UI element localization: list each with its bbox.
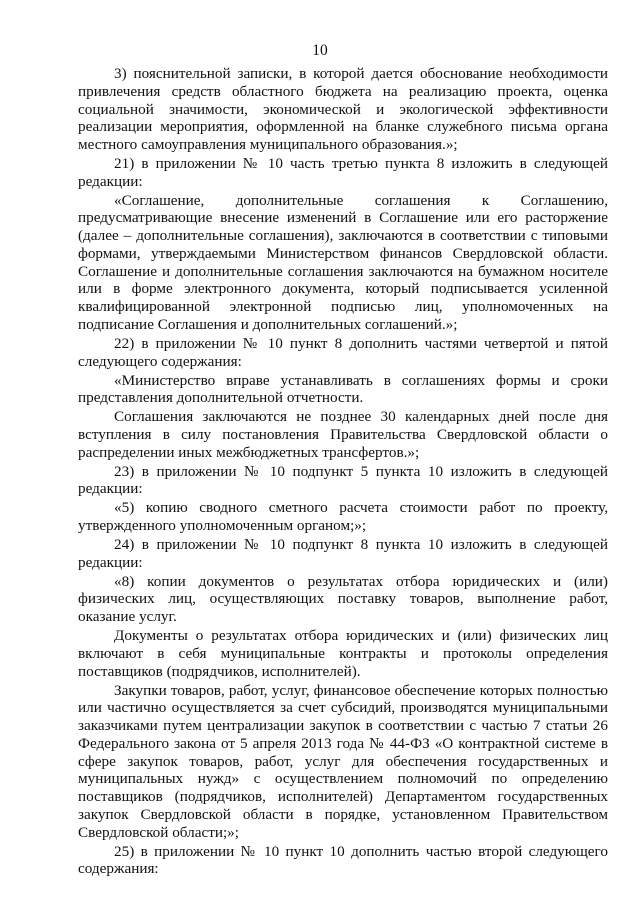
paragraph-1: 3) пояснительной записки, в которой дается обоснование необходимости привлечения средств областного бюджета на реализацию проекта, оценка социальной значимости, экономической и экологической эффективности реализации мероприятия, оформленной на бланке служебного письма органа местного самоуправления муниципального образования.»; bbox=[78, 65, 608, 153]
paragraph-10: «8) копии документов о результатах отбора юридических и (или) физических лиц, осуществляющих поставку товаров, выполнение работ, оказание услуг. bbox=[78, 572, 608, 626]
paragraph-12: Закупки товаров, работ, услуг, финансовое обеспечение которых полностью или частично осуществляется за счет субсидий, производятся муниципальными заказчиками путем централизации закупок в соответствии с частью 7 статьи 26 Федерального закона от 5 апреля 2013 года № 44-ФЗ «О контрактной системе в сфере закупок товаров, работ, услуг для обеспечения государственных и муниципальных нужд» с осуществлением полномочий по определению поставщиков (подрядчиков, исполнителей) Департаментом государственных закупок Свердловской области в порядке, установленном Правительством Свердловской области;»; bbox=[78, 681, 608, 841]
paragraph-8: «5) копию сводного сметного расчета стоимости работ по проекту, утвержденного уполномоченным органом;»; bbox=[78, 499, 608, 535]
paragraph-11: Документы о результатах отбора юридических и (или) физических лиц включают в себя муниципальные контракты и протоколы определения поставщиков (подрядчиков, исполнителей). bbox=[78, 627, 608, 680]
document-body bbox=[78, 65, 608, 879]
paragraph-9: 24) в приложении № 10 подпункт 8 пункта 10 изложить в следующей редакции: bbox=[78, 536, 608, 571]
paragraph-5: «Министерство вправе устанавливать в соглашениях формы и сроки представления дополнительной отчетности. bbox=[78, 371, 608, 407]
paragraph-2: 21) в приложении № 10 часть третью пункта 8 изложить в следующей редакции: bbox=[78, 154, 608, 190]
paragraph-13: 25) в приложении № 10 пункт 10 дополнить частью второй следующего содержания: bbox=[78, 842, 608, 878]
paragraph-4: 22) в приложении № 10 пункт 8 дополнить частями четвертой и пятой следующего содержания: bbox=[78, 334, 608, 370]
paragraph-7: 23) в приложении № 10 подпункт 5 пункта 10 изложить в следующей редакции: bbox=[78, 462, 608, 498]
paragraph-3: «Соглашение, дополнительные соглашения к Соглашению, предусматривающие внесение изменений в Соглашение или его расторжение (далее – дополнительные соглашения), заключаются в соответствии с типовыми формами, утверждаемыми Министерством финансов Свердловской области. Соглашение и дополнительные соглашения заключаются на бумажном носителе или в форме электронного документа, который подписывается усиленной квалифицированной электронной подписью лиц, уполномоченных на подписание Соглашения и дополнительных соглашений.»; bbox=[78, 191, 608, 333]
paragraph-6: Соглашения заключаются не позднее 30 календарных дней после дня вступления в силу постановления Правительства Свердловской области о распределении иных межбюджетных трансфертов.»; bbox=[78, 408, 608, 461]
page-number: 10 bbox=[312, 42, 328, 59]
